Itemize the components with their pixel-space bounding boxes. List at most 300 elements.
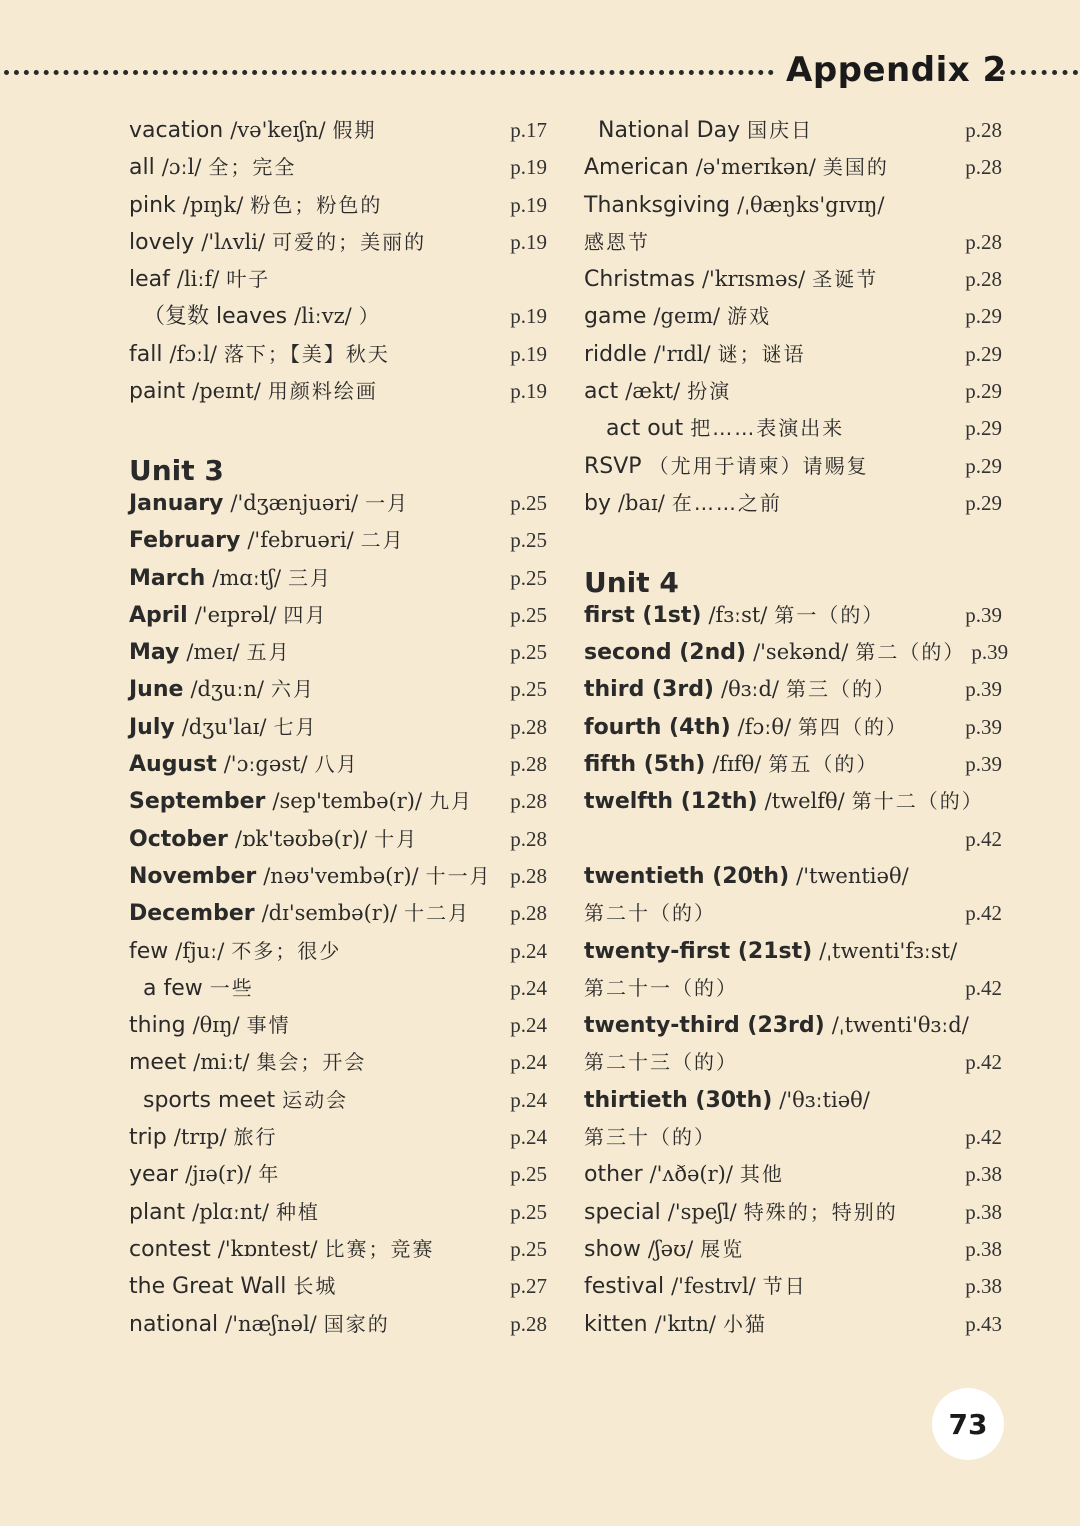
- vocab-word: April: [129, 602, 188, 628]
- vocab-page-ref: p.28: [510, 863, 547, 888]
- vocab-entry-main: [129, 522, 405, 559]
- vocab-meaning: 运动会: [282, 1087, 349, 1112]
- vocab-entry-main: [584, 783, 984, 820]
- vocab-entry-main: [129, 746, 359, 783]
- vocab-entry: [584, 224, 1002, 261]
- vocab-meaning: 其他: [739, 1162, 784, 1187]
- vocab-meaning: 十二月: [404, 901, 471, 926]
- vocab-meaning: 六月: [271, 677, 316, 702]
- vocab-meaning: 年: [258, 1162, 281, 1187]
- vocab-entry: [584, 970, 1002, 1007]
- vocab-entry: [129, 112, 547, 149]
- vocab-page-ref: p.28: [965, 229, 1002, 254]
- vocab-page-ref: p.39: [965, 602, 1002, 627]
- vocab-word: twenty-third (23rd): [584, 1013, 825, 1039]
- vocab-word: pink: [129, 192, 176, 218]
- vocab-meaning: 种植: [275, 1199, 320, 1224]
- vocab-phonetic: /və'keɪʃn/: [230, 118, 326, 142]
- vocab-page-ref: p.25: [510, 1162, 547, 1187]
- vocab-entry: [584, 298, 1002, 335]
- vocab-page-ref: p.29: [965, 453, 1002, 478]
- unit-heading: Unit 4: [584, 565, 679, 599]
- vocab-phonetic: /'θɜːtiəθ/: [779, 1087, 870, 1112]
- vocab-entry-main: [584, 970, 738, 1007]
- vocab-entry-main: [584, 1119, 716, 1156]
- vocab-phonetic: /ækt/: [625, 379, 681, 404]
- vocab-phonetic: /geɪm/: [653, 304, 721, 329]
- vocab-entry-main: [129, 1268, 337, 1305]
- vocab-meaning: 比赛；竞赛: [324, 1236, 435, 1261]
- vocab-phonetic: /ə'merɪkən/: [695, 155, 816, 180]
- vocab-entry-main: [584, 895, 716, 932]
- vocab-page-ref: p.28: [510, 826, 547, 851]
- vocab-entry: [584, 1156, 1002, 1193]
- vocab-entry-main: [129, 298, 381, 335]
- vocab-meaning: 第三（的）: [786, 677, 896, 702]
- vocab-entry-main: [584, 709, 908, 746]
- vocab-phonetic: /'speʃl/: [667, 1199, 737, 1224]
- vocab-word: show: [584, 1236, 641, 1262]
- vocab-phonetic: /'kɪtn/: [654, 1311, 716, 1336]
- vocab-entry: [129, 187, 547, 224]
- vocab-meaning: 事情: [246, 1013, 291, 1038]
- vocab-word: May: [129, 640, 180, 666]
- vocab-meaning: 第一（的）: [774, 602, 885, 627]
- vocab-entry-main: [129, 336, 390, 373]
- vocab-entry-main: [584, 634, 965, 671]
- vocab-entry-main: [129, 858, 492, 895]
- vocab-meaning: 小猫: [722, 1311, 767, 1336]
- vocab-entry: [129, 1156, 547, 1193]
- vocab-entry-main: [129, 933, 341, 970]
- vocab-meaning: ）: [358, 304, 381, 329]
- vocab-meaning: 七月: [273, 714, 318, 739]
- vocab-page-ref: p.25: [510, 528, 547, 553]
- vocab-meaning: 九月: [429, 789, 474, 814]
- vocab-page-ref: p.38: [965, 1162, 1002, 1187]
- vocab-word: contest: [129, 1236, 211, 1262]
- vocab-meaning: 第五（的）: [768, 752, 879, 777]
- vocab-phonetic: /'eɪprəl/: [194, 602, 277, 627]
- vocab-entry-main: [129, 671, 315, 708]
- vocab-word: March: [129, 565, 206, 591]
- unit-heading: Unit 3: [129, 453, 224, 487]
- vocab-entry: [584, 746, 1002, 783]
- left-column: [129, 112, 547, 1343]
- vocab-entry: [584, 1119, 1002, 1156]
- vocab-meaning: 叶子: [226, 267, 271, 292]
- vocab-word: （复数 leaves: [143, 304, 288, 330]
- vocab-entry-main: [584, 261, 878, 298]
- vocab-meaning: 第二十一（的）: [584, 975, 738, 1000]
- vocab-entry-main: [584, 336, 806, 373]
- vocab-page-ref: p.42: [965, 1125, 1002, 1150]
- vocab-entry-main: [584, 187, 885, 224]
- vocab-page-ref: p.28: [965, 267, 1002, 292]
- right-column: [584, 112, 1009, 1343]
- vocab-meaning: 用颜料绘画: [267, 379, 378, 404]
- vocab-meaning: 节日: [762, 1274, 807, 1299]
- vocab-word: October: [129, 826, 228, 852]
- vocab-phonetic: /trɪp/: [173, 1125, 227, 1150]
- vocab-entry: [584, 485, 1002, 522]
- vocab-entry-main: [129, 709, 317, 746]
- vocab-entry-main: [584, 149, 889, 186]
- vocab-phonetic: /fɜːst/: [708, 602, 768, 627]
- vocab-meaning: 美国的: [822, 155, 889, 180]
- vocab-page-ref: p.25: [510, 640, 547, 665]
- vocab-page-ref: p.19: [510, 192, 547, 217]
- vocab-entry-main: [584, 671, 896, 708]
- vocab-entry: [584, 373, 1002, 410]
- vocab-entry: [129, 1268, 547, 1305]
- vocab-entry: [129, 485, 547, 522]
- vocab-entry-main: [584, 373, 731, 410]
- vocab-word: January: [129, 490, 224, 516]
- vocab-entry: [129, 895, 547, 932]
- vocab-meaning: 落下；【美】秋天: [223, 341, 390, 366]
- vocab-meaning: 第四（的）: [798, 714, 909, 739]
- vocab-page-ref: p.25: [510, 565, 547, 590]
- vocab-word: Christmas: [584, 267, 695, 293]
- vocab-page-ref: p.29: [965, 379, 1002, 404]
- vocab-entry: [129, 970, 547, 1007]
- vocab-entry-main: [129, 1156, 280, 1193]
- vocab-entry-main: [584, 112, 813, 149]
- vocab-word: November: [129, 863, 257, 889]
- vocab-page-ref: p.39: [965, 677, 1002, 702]
- vocab-word: all: [129, 155, 155, 181]
- vocab-phonetic: /'februəri/: [247, 528, 354, 553]
- vocab-entry-main: [129, 895, 470, 932]
- vocab-entry-main: [129, 634, 291, 671]
- vocab-meaning: 可爱的；美丽的: [272, 229, 427, 254]
- vocab-page-ref: p.38: [965, 1199, 1002, 1224]
- vocab-entry-main: [129, 1194, 320, 1231]
- vocab-entry: [129, 1044, 547, 1081]
- vocab-entry-main: [584, 1044, 738, 1081]
- page-header: [0, 48, 1080, 92]
- vocab-entry-main: [129, 224, 426, 261]
- vocab-word: paint: [129, 379, 186, 405]
- vocab-meaning: 圣诞节: [812, 267, 879, 292]
- vocab-entry: [129, 709, 547, 746]
- vocab-entry: [584, 112, 1002, 149]
- vocab-meaning: 第二十三（的）: [584, 1050, 738, 1075]
- vocab-entry: [129, 1119, 547, 1156]
- vocab-meaning: 在……之前: [671, 490, 782, 515]
- vocab-phonetic: /'næʃnəl/: [225, 1311, 317, 1336]
- vocab-entry-main: [129, 1231, 434, 1268]
- vocab-entry: [584, 448, 1002, 485]
- vocab-word: by: [584, 490, 611, 516]
- vocab-entry: [584, 410, 1002, 447]
- vocab-word: fifth (5th): [584, 752, 706, 778]
- vocab-word: national: [129, 1311, 219, 1337]
- vocab-entry: [129, 261, 547, 298]
- vocab-meaning: 全；完全: [208, 155, 297, 180]
- vocab-meaning: 不多；很少: [231, 938, 342, 963]
- vocab-word: Thanksgiving: [584, 192, 731, 218]
- vocab-meaning: 八月: [314, 752, 359, 777]
- vocab-meaning: 五月: [246, 640, 291, 665]
- vocab-meaning: 假期: [332, 118, 377, 142]
- vocab-entry-main: [584, 410, 844, 447]
- vocab-entry-main: [584, 1082, 870, 1119]
- vocab-page-ref: p.42: [965, 1050, 1002, 1075]
- vocab-phonetic: /nəʊ'vembə(r)/: [263, 863, 419, 888]
- vocab-phonetic: /'festɪvl/: [671, 1274, 756, 1299]
- vocab-entry-main: [584, 858, 909, 895]
- vocab-meaning: 感恩节: [584, 229, 650, 254]
- vocab-entry-main: [129, 261, 270, 298]
- vocab-entry-main: [584, 597, 884, 634]
- vocab-word: special: [584, 1199, 661, 1225]
- vocab-phonetic: /'ɔːgəst/: [223, 752, 308, 777]
- vocab-phonetic: /ʃəʊ/: [647, 1236, 694, 1261]
- vocab-entry: [584, 149, 1002, 186]
- vocab-entry-main: [584, 1306, 767, 1343]
- vocab-page-ref: p.24: [510, 938, 547, 963]
- vocab-page-ref: p.28: [965, 118, 1002, 142]
- vocab-phonetic: /meɪ/: [186, 640, 240, 665]
- vocab-word: July: [129, 714, 175, 740]
- vocab-entry-main: [129, 597, 327, 634]
- vocab-phonetic: /'lʌvli/: [201, 229, 266, 254]
- vocab-word: thing: [129, 1013, 186, 1039]
- vocab-meaning: 国庆日: [747, 118, 814, 142]
- vocab-phonetic: /ɔːl/: [161, 155, 202, 180]
- vocab-page-ref: p.28: [510, 752, 547, 777]
- vocab-phonetic: /fjuː/: [175, 938, 225, 963]
- vocab-word: fourth (4th): [584, 714, 731, 740]
- vocab-entry: [584, 821, 1002, 858]
- vocab-page-ref: p.24: [510, 1013, 547, 1038]
- vocab-word: riddle: [584, 341, 647, 367]
- vocab-page-ref: p.39: [971, 640, 1009, 665]
- vocab-entry: [584, 709, 1002, 746]
- vocab-entry-main: [129, 373, 378, 410]
- vocab-entry-main: [584, 485, 782, 522]
- vocab-entry-main: [584, 746, 878, 783]
- vocab-page-ref: p.38: [965, 1274, 1002, 1299]
- vocab-entry: [584, 336, 1002, 373]
- vocab-entry: [129, 149, 547, 186]
- vocab-entry-main: [129, 783, 473, 820]
- vocab-entry: [129, 671, 547, 708]
- vocab-entry-main: [584, 298, 771, 335]
- vocab-entry: [129, 746, 547, 783]
- vocab-entry-main: [129, 1007, 291, 1044]
- vocab-page-ref: p.42: [965, 901, 1002, 926]
- vocab-entry: [129, 336, 547, 373]
- section-spacer: [129, 410, 547, 447]
- vocab-page-ref: p.43: [965, 1311, 1002, 1336]
- vocab-word: few: [129, 938, 169, 964]
- vocab-phonetic: /'sekənd/: [753, 640, 849, 665]
- vocab-phonetic: /fɪfθ/: [712, 752, 762, 777]
- vocab-meaning: 展览: [700, 1236, 745, 1261]
- vocab-word: festival: [584, 1274, 665, 1300]
- vocab-phonetic: /'kɒntest/: [217, 1236, 318, 1261]
- vocab-page-ref: p.42: [965, 826, 1002, 851]
- header-dotted-rule-right: [1000, 70, 1078, 75]
- vocab-entry-main: [584, 224, 650, 261]
- vocab-page-ref: p.42: [965, 975, 1002, 1000]
- vocab-entry-main: [584, 933, 957, 970]
- vocab-page-ref: p.29: [965, 416, 1002, 441]
- vocab-page-ref: p.28: [510, 789, 547, 814]
- vocab-entry-main: [584, 1156, 784, 1193]
- vocab-entry: [584, 634, 1009, 671]
- vocab-phonetic: /ˌtwenti'θɜːd/: [831, 1013, 969, 1038]
- vocab-word: twenty-first (21st): [584, 938, 813, 964]
- vocab-page-ref: p.28: [510, 714, 547, 739]
- vocab-page-ref: p.29: [965, 304, 1002, 329]
- vocab-meaning: （尤用于请柬）请赐复: [648, 453, 869, 478]
- vocab-page-ref: p.39: [965, 714, 1002, 739]
- vocab-word: February: [129, 528, 241, 554]
- vocab-entry-main: [584, 1007, 969, 1044]
- vocab-phonetic: /ˌθæŋks'gɪvɪŋ/: [737, 192, 885, 217]
- vocab-page-ref: p.28: [965, 155, 1002, 180]
- vocab-meaning: 谜；谜语: [717, 341, 806, 366]
- vocab-entry: [129, 597, 547, 634]
- vocab-entry: [584, 1194, 1002, 1231]
- vocab-phonetic: /'dʒænjuəri/: [230, 490, 359, 515]
- vocab-word: meet: [129, 1050, 187, 1076]
- vocab-word: lovely: [129, 229, 195, 255]
- vocab-page-ref: p.29: [965, 341, 1002, 366]
- vocab-meaning: 四月: [283, 602, 328, 627]
- vocab-entry-main: [129, 1119, 278, 1156]
- vocab-entry-main: [129, 1306, 390, 1343]
- vocab-phonetic: /'ʌðə(r)/: [649, 1162, 733, 1187]
- vocab-page-ref: p.24: [510, 1050, 547, 1075]
- vocab-entry-main: [129, 970, 254, 1007]
- vocab-word: American: [584, 155, 689, 181]
- vocab-page-ref: p.38: [965, 1236, 1002, 1261]
- vocab-phonetic: /peɪnt/: [192, 379, 261, 404]
- vocab-phonetic: /ˌtwenti'fɜːst/: [819, 938, 958, 963]
- vocab-entry: [584, 1231, 1002, 1268]
- section-spacer: [584, 522, 1002, 559]
- vocab-word: September: [129, 789, 266, 815]
- vocab-word: year: [129, 1162, 179, 1188]
- vocab-meaning: 第十二（的）: [851, 789, 984, 814]
- vocab-entry: [129, 1194, 547, 1231]
- vocab-meaning: 旅行: [233, 1125, 278, 1150]
- vocab-word: third (3rd): [584, 677, 714, 703]
- vocab-entry: [129, 858, 547, 895]
- vocab-word: trip: [129, 1125, 167, 1151]
- vocab-word: second (2nd): [584, 640, 747, 666]
- vocab-entry: [584, 858, 1002, 895]
- vocab-page-ref: p.25: [510, 677, 547, 702]
- vocab-entry: [584, 1268, 1002, 1305]
- vocab-page-ref: p.19: [510, 229, 547, 254]
- vocab-phonetic: /pɪŋk/: [182, 192, 244, 217]
- vocab-page-ref: p.39: [965, 752, 1002, 777]
- vocab-entry: [129, 933, 547, 970]
- vocab-word: thirtieth (30th): [584, 1087, 773, 1113]
- vocab-page-ref: p.28: [510, 901, 547, 926]
- vocab-phonetic: /fɔːl/: [169, 341, 217, 366]
- vocab-phonetic: /jɪə(r)/: [185, 1162, 252, 1187]
- vocab-entry-main: [129, 485, 409, 522]
- vocab-word: act out: [606, 416, 684, 442]
- vocab-meaning: 国家的: [323, 1311, 390, 1336]
- vocab-entry: [584, 1007, 1002, 1044]
- vocab-phonetic: /baɪ/: [617, 490, 665, 515]
- vocab-entry-main: [129, 1044, 366, 1081]
- vocab-page-ref: p.24: [510, 975, 547, 1000]
- vocab-entry-main: [129, 1082, 348, 1119]
- vocab-word: act: [584, 379, 619, 405]
- vocab-word: twentieth (20th): [584, 863, 790, 889]
- vocab-entry-main: [129, 149, 296, 186]
- vocab-entry-main: [584, 1194, 898, 1231]
- vocab-entry: [584, 1082, 1002, 1119]
- vocab-meaning: 粉色；粉色的: [250, 192, 383, 217]
- vocab-page-ref: p.17: [510, 118, 547, 142]
- vocab-entry: [584, 1306, 1002, 1343]
- vocab-page-ref: p.24: [510, 1087, 547, 1112]
- vocab-meaning: 二月: [360, 528, 405, 553]
- header-dotted-rule-left: [4, 70, 774, 75]
- vocab-entry-main: [129, 187, 382, 224]
- vocab-word: plant: [129, 1199, 186, 1225]
- vocab-phonetic: /dʒu'laɪ/: [181, 714, 267, 739]
- vocab-phonetic: /'twentiəθ/: [796, 863, 909, 888]
- vocab-page-ref: p.24: [510, 1125, 547, 1150]
- vocab-word: August: [129, 752, 217, 778]
- vocab-meaning: 十一月: [425, 863, 492, 888]
- vocab-page-ref: p.19: [510, 155, 547, 180]
- vocab-word: RSVP: [584, 453, 642, 479]
- vocab-entry: [584, 261, 1002, 298]
- vocab-phonetic: /plɑːnt/: [192, 1199, 269, 1224]
- vocab-word: vacation: [129, 118, 224, 143]
- vocab-entry-main: [584, 1268, 807, 1305]
- vocab-meaning: 一些: [209, 975, 254, 1000]
- vocab-phonetic: /'rɪdl/: [653, 341, 711, 366]
- vocab-phonetic: /θɪŋ/: [192, 1013, 240, 1038]
- vocab-entry: [129, 1007, 547, 1044]
- vocab-meaning: 一月: [365, 490, 410, 515]
- vocab-meaning: 三月: [288, 565, 333, 590]
- vocab-page-ref: p.25: [510, 1199, 547, 1224]
- vocab-word: leaf: [129, 267, 170, 293]
- page-number: 73: [932, 1388, 1004, 1460]
- vocab-word: game: [584, 304, 647, 330]
- vocab-page-ref: p.28: [510, 1311, 547, 1336]
- vocab-entry: [584, 671, 1002, 708]
- vocab-word: twelfth (12th): [584, 789, 758, 815]
- vocab-word: kitten: [584, 1311, 648, 1337]
- vocab-page-ref: p.29: [965, 490, 1002, 515]
- vocab-meaning: 第二十（的）: [584, 901, 716, 926]
- vocab-phonetic: /θɜːd/: [721, 677, 779, 702]
- vocab-page-ref: p.19: [510, 341, 547, 366]
- vocab-word: first (1st): [584, 602, 702, 628]
- vocab-entry: [129, 783, 547, 820]
- vocab-entry-main: [584, 448, 869, 485]
- vocab-entry: [584, 597, 1002, 634]
- vocab-phonetic: /dɪ'sembə(r)/: [261, 901, 398, 926]
- vocab-meaning: 游戏: [727, 304, 772, 329]
- vocab-entry: [129, 522, 547, 559]
